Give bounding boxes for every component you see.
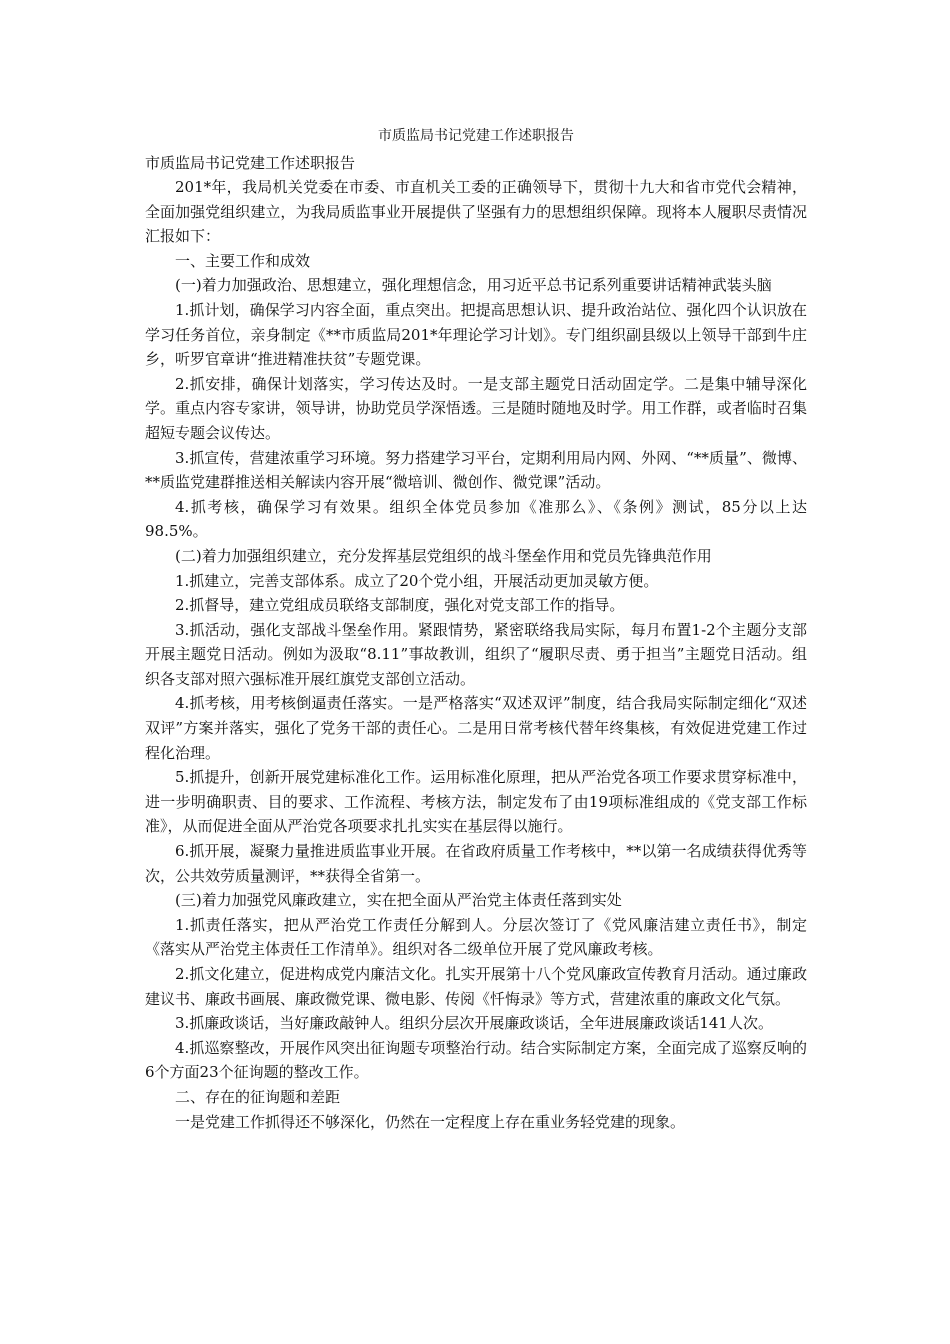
- subsection-heading-integrity: (三)着力加强党风廉政建立，实在把全面从严治党主体责任落到实处: [175, 891, 622, 910]
- document-body: [145, 175, 807, 1134]
- paragraph: 3.抓廉政谈话，当好廉政敲钟人。组织分层次开展廉政谈话，全年进展廉政谈话141人次。: [175, 1014, 773, 1033]
- paragraph: 1.抓建立，完善支部体系。成立了20个党小组，开展活动更加灵敏方便。: [175, 571, 659, 590]
- paragraph: 2.抓文化建立，促进构成党内廉洁文化。扎实开展第十八个党风廉政宣传教育月活动。通过廉政建议书、廉政书画展、廉政微党课、微电影、传阅《忏悔录》等方式，营建浓重的廉政文化气氛。: [145, 965, 807, 1008]
- paragraph: 4.抓巡察整改，开展作风突出征询题专项整治行动。结合实际制定方案，全面完成了巡察反响的6个方面23个征询题的整改工作。: [145, 1038, 807, 1082]
- subsection-heading-organization: (二)着力加强组织建立，充分发挥基层党组织的战斗堡垒作用和党员先锋典范作用: [175, 546, 712, 565]
- document-subtitle: 市质监局书记党建工作述职报告: [145, 154, 356, 172]
- paragraph: 4.抓考核，用考核倒逼责任落实。一是严格落实“双述双评”制度，结合我局实际制定细化“双述双评”方案并落实，强化了党务干部的责任心。二是用日常考核代替年终集核，有效促进党建工作过程化治理。: [145, 694, 807, 762]
- paragraph: 1.抓责任落实，把从严治党工作责任分解到人。分层次签订了《党风廉洁建立责任书》，制定《落实从严治党主体责任工作清单》。组织对各二级单位开展了党风廉政考核。: [145, 915, 807, 959]
- paragraph: 4.抓考核，确保学习有效果。组织全体党员参加《准那么》、《条例》测试，85分以上达98.5%。: [145, 497, 807, 541]
- paragraph: 3.抓宣传，营建浓重学习环境。努力搭建学习平台，定期利用局内网、外网、“**质量”、微博、**质监党建群推送相关解读内容开展“微培训、微创作、微党课”活动。: [145, 448, 807, 492]
- document-title: 市质监局书记党建工作述职报告: [378, 128, 574, 144]
- section-heading-main-work: 一、主要工作和成效: [175, 251, 311, 270]
- subsection-heading-political: (一)着力加强政治、思想建立，强化理想信念，用习近平总书记系列重要讲话精神武装头脑: [175, 276, 772, 295]
- paragraph-intro: 201*年，我局机关党委在市委、市直机关工委的正确领导下，贯彻十九大和省市党代会精神，全面加强党组织建立，为我局质监事业开展提供了坚强有力的思想组织保障。现将本人履职尽责情况汇报如下：: [145, 178, 807, 246]
- paragraph: 一是党建工作抓得还不够深化，仍然在一定程度上存在重业务轻党建的现象。: [175, 1112, 686, 1131]
- paragraph: 2.抓督导，建立党组成员联络支部制度，强化对党支部工作的指导。: [175, 596, 625, 615]
- section-heading-problems: 二、存在的征询题和差距: [175, 1087, 341, 1106]
- paragraph: 3.抓活动，强化支部战斗堡垒作用。紧跟情势，紧密联络我局实际，每月布置1-2个主题分支部开展主题党日活动。例如为汲取“8.11”事故教训，组织了“履职尽责、勇于担当”主题党日活动。组织各支部对照六强标准开展红旗党支部创立活动。: [145, 620, 807, 688]
- document-page: [145, 124, 807, 1134]
- paragraph: 5.抓提升，创新开展党建标准化工作。运用标准化原理，把从严治党各项工作要求贯穿标准中，进一步明确职责、目的要求、工作流程、考核方法，制定发布了由19项标准组成的《党支部工作标准》，从而促进全面从严治党各项要求扎扎实实在基层得以施行。: [145, 768, 807, 836]
- paragraph: 2.抓安排，确保计划落实，学习传达及时。一是支部主题党日活动固定学。二是集中辅导深化学。重点内容专家讲，领导讲，协助党员学深悟透。三是随时随地及时学。用工作群，或者临时召集超短专题会议传达。: [145, 374, 807, 442]
- paragraph: 6.抓开展，凝聚力量推进质监事业开展。在省政府质量工作考核中，**以第一名成绩获得优秀等次，公共效劳质量测评，**获得全省第一。: [145, 842, 807, 885]
- paragraph: 1.抓计划，确保学习内容全面，重点突出。把提高思想认识、提升政治站位、强化四个认识放在学习任务首位，亲身制定《**市质监局201*年理论学习计划》。专门组织副县级以上领导干部到牛庄乡，听罗官章讲“推进精准扶贫”专题党课。: [145, 300, 807, 369]
